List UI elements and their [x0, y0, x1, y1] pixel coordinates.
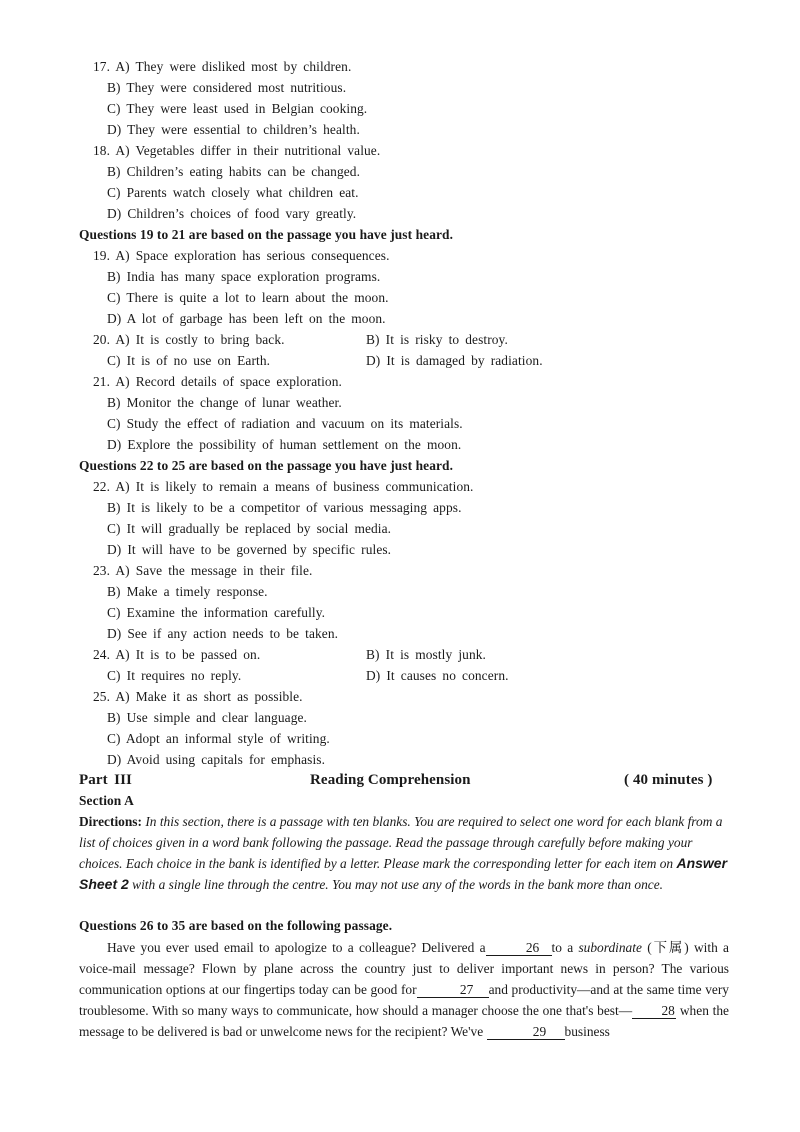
q23-option-d: D) See if any action needs to be taken.: [107, 626, 339, 641]
q23-option-b: B) Make a timely response.: [107, 584, 268, 599]
directions-label: Directions:: [79, 814, 142, 829]
passage-text-5: when the message to be delivered is bad or unwelcome news for the recipient? We've: [79, 1003, 729, 1039]
q17-option-b: B) They were considered most nutritious.: [107, 80, 347, 95]
passage-heading-26-35: Questions 26 to 35 are based on the following passage.: [79, 918, 393, 933]
part-label: Part III: [79, 772, 132, 788]
section-heading-22-25: Questions 22 to 25 are based on the passage you have just heard.: [79, 458, 454, 473]
passage-text-4: and productivity—and at the same time very troublesome. With so many ways to communicate, how should a manager choose the one that's best—: [79, 982, 730, 1018]
passage-word-subordinate: subordinate: [578, 940, 642, 955]
q21-option-c: C) Study the effect of radiation and vacuum on its materials.: [107, 416, 463, 431]
q17-option-c: C) They were least used in Belgian cooking.: [107, 101, 368, 116]
q19-option-c: C) There is quite a lot to learn about the moon.: [107, 290, 389, 305]
passage-text-6: business: [564, 1024, 610, 1039]
q21-option-b: B) Monitor the change of lunar weather.: [107, 395, 342, 410]
q22-option-b: B) It is likely to be a competitor of various messaging apps.: [107, 500, 462, 515]
q25-option-d: D) Avoid using capitals for emphasis.: [107, 752, 326, 767]
directions-text-2: with a single line through the centre. You may not use any of the words in the bank more than once.: [128, 877, 664, 892]
q21-option-a: 21. A) Record details of space exploration.: [93, 374, 342, 389]
q24-option-a: 24. A) It is to be passed on.: [93, 647, 261, 662]
q20-option-b: B) It is risky to destroy.: [366, 332, 508, 347]
directions-text-1: In this section, there is a passage with ten blanks. You are required to select one word for each blank from a list of choices given in a word bank following the passage. Read the passage through carefully before making your choices. Each choice in the bank is identified by a letter. Please mark the corresponding letter for each item on: [79, 814, 723, 871]
q24-option-c: C) It requires no reply.: [107, 668, 242, 683]
q18-option-d: D) Children’s choices of food vary greatly.: [107, 206, 357, 221]
q22-option-d: D) It will have to be governed by specific rules.: [107, 542, 392, 557]
q18-option-a: 18. A) Vegetables differ in their nutritional value.: [93, 143, 381, 158]
q24-option-d: D) It causes no concern.: [366, 668, 509, 683]
blank-27: 27: [417, 982, 489, 998]
q20-option-a: 20. A) It is costly to bring back.: [93, 332, 285, 347]
q23-option-c: C) Examine the information carefully.: [107, 605, 326, 620]
q25-option-a: 25. A) Make it as short as possible.: [93, 689, 303, 704]
q17-option-d: D) They were essential to children’s health.: [107, 122, 360, 137]
q19-option-a: 19. A) Space exploration has serious consequences.: [93, 248, 390, 263]
q19-option-b: B) India has many space exploration programs.: [107, 269, 381, 284]
blank-28: 28: [632, 1003, 676, 1019]
blank-26: 26: [486, 940, 552, 956]
passage-text-2: to a: [551, 940, 579, 955]
part-title: Reading Comprehension: [310, 772, 471, 788]
blank-29: 29: [487, 1024, 565, 1040]
q22-option-c: C) It will gradually be replaced by social media.: [107, 521, 392, 536]
passage-text-1: Have you ever used email to apologize to a colleague? Delivered a: [107, 940, 486, 955]
passage-text-3: (下属) with a voice-mail message? Flown by plane across the country just to deliver important news in person? The various communication options at our fingertips today can be good for: [79, 940, 729, 997]
q22-option-a: 22. A) It is likely to remain a means of business communication.: [93, 479, 474, 494]
answer-sheet-reference: Answer Sheet 2: [79, 855, 728, 892]
q20-option-c: C) It is of no use on Earth.: [107, 353, 271, 368]
q21-option-d: D) Explore the possibility of human settlement on the moon.: [107, 437, 462, 452]
directions-paragraph: [79, 811, 729, 895]
q17-option-a: 17. A) They were disliked most by children.: [93, 59, 352, 74]
q23-option-a: 23. A) Save the message in their file.: [93, 563, 313, 578]
q25-option-b: B) Use simple and clear language.: [107, 710, 307, 725]
q19-option-d: D) A lot of garbage has been left on the moon.: [107, 311, 386, 326]
section-a-label: Section A: [79, 793, 134, 808]
q18-option-b: B) Children’s eating habits can be changed.: [107, 164, 361, 179]
section-heading-19-21: Questions 19 to 21 are based on the passage you have just heard.: [79, 227, 454, 242]
part-time-limit: ( 40 minutes ): [624, 772, 713, 788]
q20-option-d: D) It is damaged by radiation.: [366, 353, 543, 368]
reading-passage: [79, 937, 729, 1042]
q24-option-b: B) It is mostly junk.: [366, 647, 487, 662]
q18-option-c: C) Parents watch closely what children eat.: [107, 185, 359, 200]
q25-option-c: C) Adopt an informal style of writing.: [107, 731, 330, 746]
